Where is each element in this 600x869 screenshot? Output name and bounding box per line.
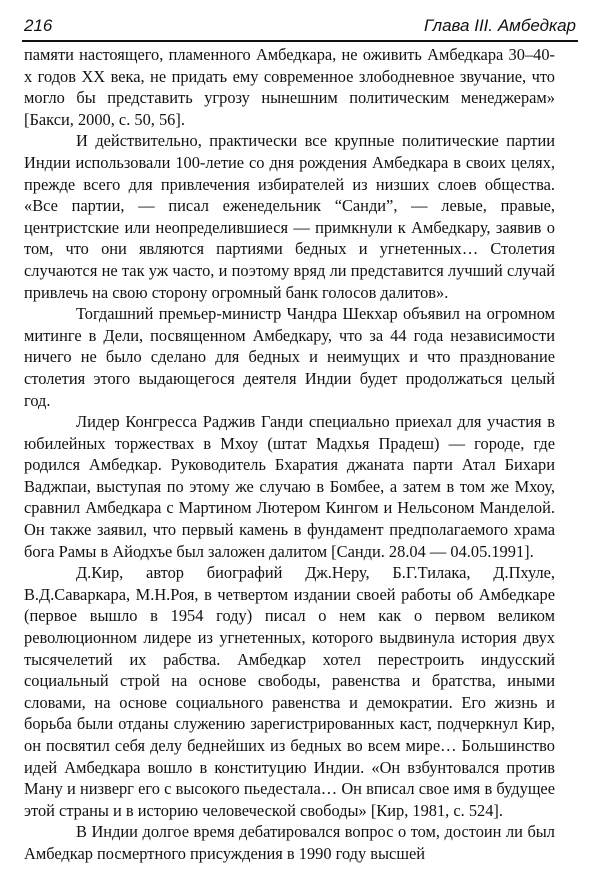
page-number: 216: [24, 16, 53, 35]
paragraph-5: Д.Кир, автор биографий Дж.Неру, Б.Г.Тилака, Д.Пхуле, В.Д.Саваркара, М.Н.Роя, в четвертом издании своей работы об Амбедкаре (первое вышло в 1954 году) писал о нем как о первом великом революционном лидере из угнетенных, которого выдвинула история двух тысячелетий их рабства. Амбедкар хотел перестроить индусский социальный строй на основе свободы, равенства и братства, иными словами, на основе социального равенства и демократии. Его жизнь и борьба были отданы служению зарегистрированных каст, подчеркнул Кир, он посвятил себя делу беднейших из бедных во всем мире… Большинство идей Амбедкара вошло в конституцию Индии. «Он взбунтовался против Ману и низверг его с высокого пьедестала… Он вписал свое имя в будущее этой страны и в историю человеческой свободы» [Кир, 1981, с. 524].: [24, 563, 555, 820]
paragraph-2: И действительно, практически все крупные политические партии Индии использовали 100-летие со дня рождения Амбедкара в своих целях, прежде всего для привлечения избирателей из низших слоев общества. «Все партии, — писал еженедельник “Санди”, — левые, правые, центристские или неопределившиеся — примкнули к Амбедкару, заявив о том, что они являются партиями бедных и угнетенных… Столетия случаются не так уж часто, и поэтому вряд ли представится лучший случай привлечь на свою сторону огромный банк голосов далитов».: [24, 131, 555, 302]
page-body: [24, 44, 555, 865]
paragraph-6: В Индии долгое время дебатировался вопрос о том, достоин ли был Амбедкар посмертного присуждения в 1990 году высшей: [24, 822, 555, 863]
paragraph-4: Лидер Конгресса Раджив Ганди специально приехал для участия в юбилейных торжествах в Мхоу (штат Мадхья Прадеш) — городе, где родился Амбедкар. Руководитель Бхаратия джаната парти Атал Бихари Ваджпаи, выступая по этому же случаю в Бомбее, а затем в том же Мхоу, сравнил Амбедкара с Мартином Лютером Кингом и Нельсоном Манделой. Он также заявил, что первый камень в фундамент предполагаемого храма бога Рамы в Айодхъе был заложен далитом [Санди. 28.04 — 04.05.1991].: [24, 412, 555, 561]
running-head: Глава III. Амбедкар: [424, 16, 576, 35]
paragraph-3: Тогдашний премьер-министр Чандра Шекхар объявил на огромном митинге в Дели, посвященном Амбедкару, что за 44 года независимости ничего не было сделано для бедных и неимущих и что празднование столетия этого выдающегося деятеля Индии будет продолжаться целый год.: [24, 304, 555, 410]
page-header: [22, 6, 578, 42]
paragraph-1: памяти настоящего, пламенного Амбедкара, не оживить Амбедкара 30–40-х годов XX века, не придать ему современное злободневное звучание, что могло бы представить угрозу нынешним политическим менеджерам» [Бакси, 2000, с. 50, 56].: [24, 45, 555, 129]
